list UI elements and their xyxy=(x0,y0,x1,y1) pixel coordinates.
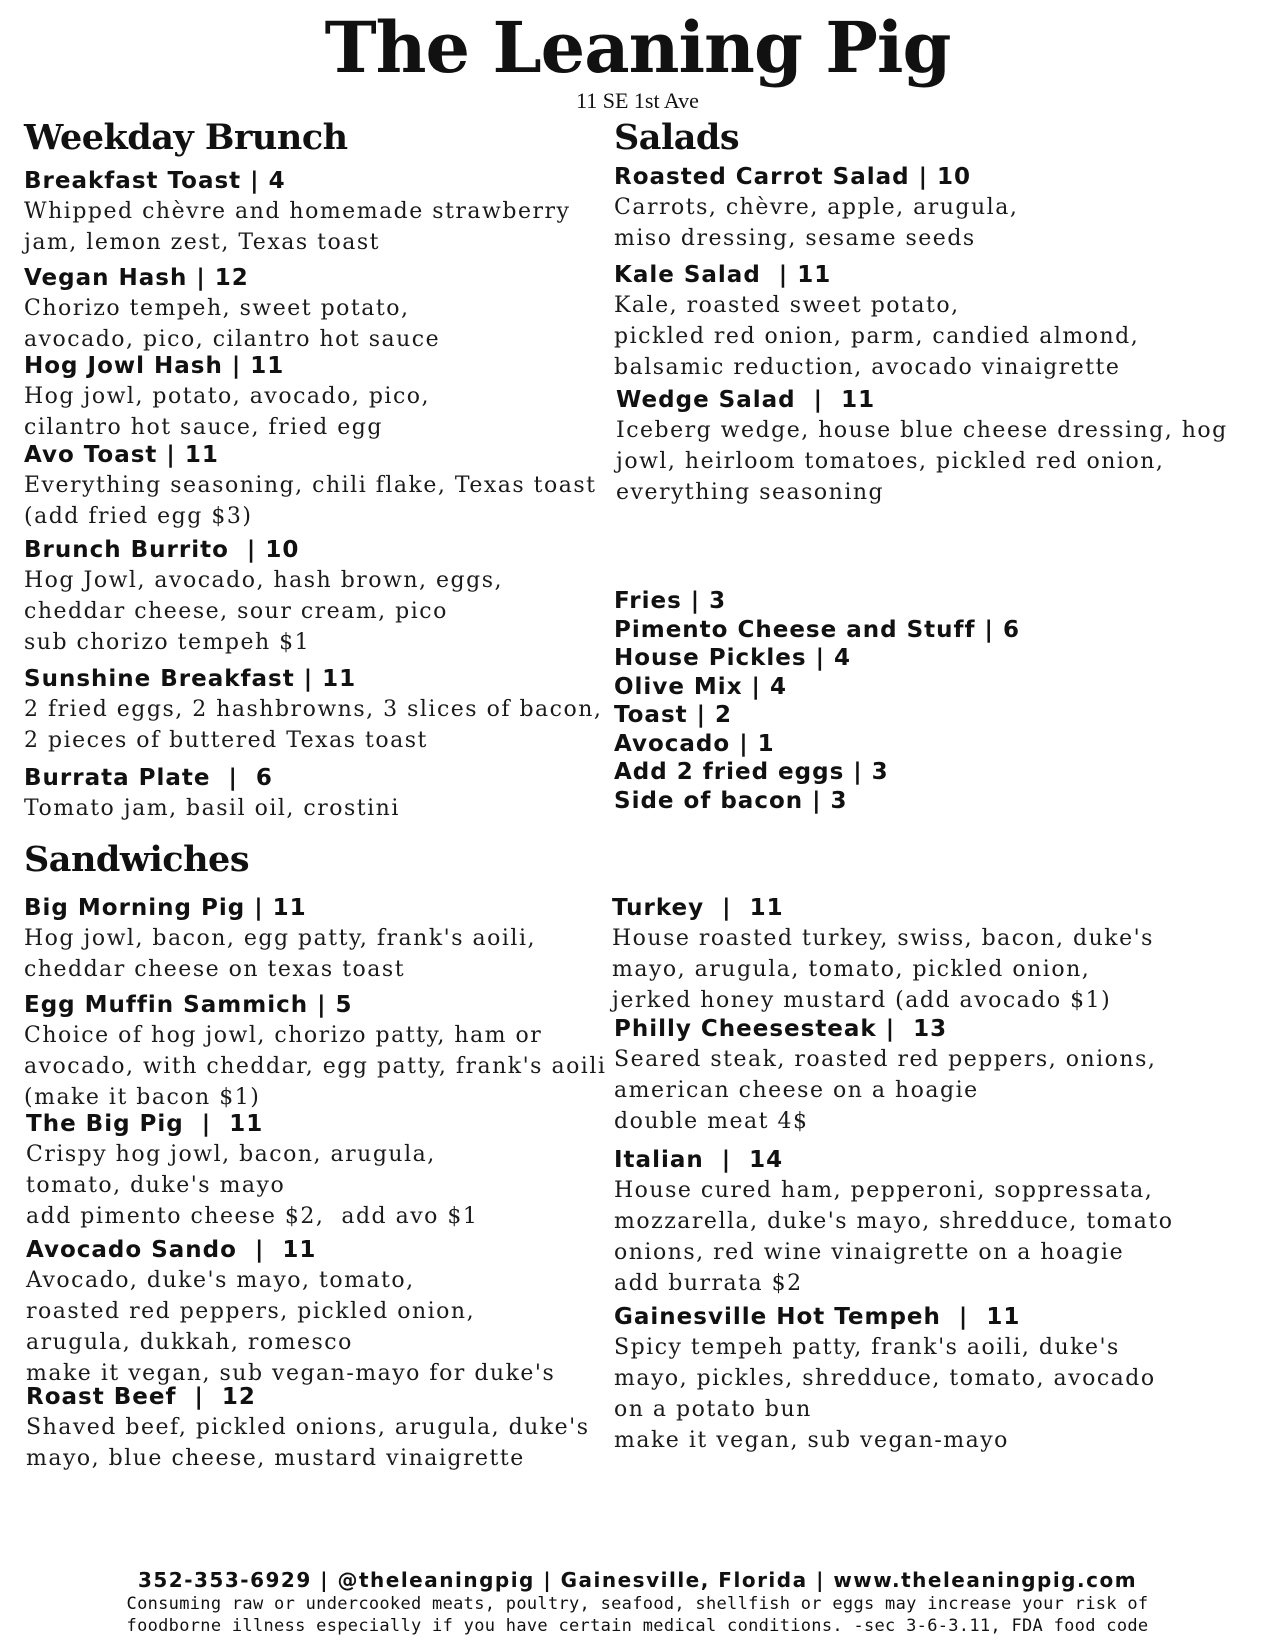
item-desc-line: Avocado, duke's mayo, tomato, xyxy=(26,1268,415,1293)
menu-item xyxy=(614,1145,1174,1299)
menu-item xyxy=(24,664,602,756)
section-title-sandwiches: Sandwiches xyxy=(24,839,250,880)
menu-item xyxy=(24,535,503,658)
item-desc-line: jerked honey mustard (add avocado $1) xyxy=(612,988,1112,1013)
menu-item xyxy=(26,1109,478,1232)
menu-item xyxy=(24,440,597,532)
contact-line: 352-353-6929 | @theleaningpig | Gainesville, Florida | www.theleaningpig.com xyxy=(137,1568,1138,1592)
item-desc-line: mozzarella, duke's mayo, shredduce, tomato xyxy=(614,1209,1174,1234)
item-desc-line: double meat 4$ xyxy=(614,1109,809,1134)
item-desc-line: Seared steak, roasted red peppers, onions, xyxy=(614,1047,1157,1072)
item-desc-line: Tomato jam, basil oil, crostini xyxy=(24,796,400,821)
section-title-salads: Salads xyxy=(614,117,740,158)
item-name: Sunshine Breakfast | 11 xyxy=(24,666,357,692)
item-desc-line: 2 pieces of buttered Texas toast xyxy=(24,728,428,753)
item-desc-line: (make it bacon $1) xyxy=(24,1085,261,1110)
item-desc-line: cheddar cheese, sour cream, pico xyxy=(24,599,448,624)
item-name: Gainesville Hot Tempeh | 11 xyxy=(614,1304,1021,1330)
item-desc-line: Whipped chèvre and homemade strawberry xyxy=(24,199,571,224)
item-desc-line: cilantro hot sauce, fried egg xyxy=(24,415,383,440)
item-desc-line: Shaved beef, pickled onions, arugula, duke's xyxy=(26,1415,590,1440)
item-desc-line: everything seasoning xyxy=(616,480,885,505)
item-desc-line: make it vegan, sub vegan-mayo for duke's xyxy=(26,1361,556,1386)
item-desc-line: (add fried egg $3) xyxy=(24,504,253,529)
item-desc-line: sub chorizo tempeh $1 xyxy=(24,630,311,655)
item-name: Wedge Salad | 11 xyxy=(616,387,876,413)
menu-footer xyxy=(0,1567,1275,1637)
food-safety-disclaimer: Consuming raw or undercooked meats, poultry, seafood, shellfish or eggs may increase your risk of xyxy=(126,1594,1149,1614)
item-desc-line: 2 fried eggs, 2 hashbrowns, 3 slices of bacon, xyxy=(24,697,603,722)
item-desc-line: roasted red peppers, pickled onion, xyxy=(26,1299,476,1324)
item-desc-line: american cheese on a hoagie xyxy=(614,1078,979,1103)
item-desc-line: Kale, roasted sweet potato, xyxy=(614,293,960,318)
item-name: Brunch Burrito | 10 xyxy=(24,537,300,563)
side-item: House Pickles | 4 xyxy=(614,645,851,671)
side-item: Toast | 2 xyxy=(614,702,733,728)
item-desc-line: make it vegan, sub vegan-mayo xyxy=(614,1428,1009,1453)
menu-item xyxy=(614,1014,1156,1137)
menu-item xyxy=(24,763,400,824)
side-item: Fries | 3 xyxy=(614,588,727,614)
item-name: Breakfast Toast | 4 xyxy=(24,168,286,194)
item-desc-line: avocado, with cheddar, egg patty, frank's aoili xyxy=(24,1054,607,1079)
item-name: Big Morning Pig | 11 xyxy=(24,895,307,921)
item-name: Roasted Carrot Salad | 10 xyxy=(614,164,972,190)
item-desc-line: tomato, duke's mayo xyxy=(26,1173,286,1198)
menu-item xyxy=(24,351,430,443)
item-name: The Big Pig | 11 xyxy=(26,1111,264,1137)
item-desc-line: Spicy tempeh patty, frank's aoili, duke's xyxy=(614,1335,1120,1360)
item-desc-line: add pimento cheese $2, add avo $1 xyxy=(26,1204,479,1229)
item-desc-line: Hog jowl, bacon, egg patty, frank's aoili, xyxy=(24,926,536,951)
item-name: Vegan Hash | 12 xyxy=(24,265,249,291)
menu-item xyxy=(614,260,1139,383)
menu-item xyxy=(614,1302,1156,1456)
item-desc-line: mayo, pickles, shredduce, tomato, avocado xyxy=(614,1366,1156,1391)
menu-item xyxy=(612,893,1154,1016)
item-name: Turkey | 11 xyxy=(612,895,784,921)
item-desc-line: Everything seasoning, chili flake, Texas toast xyxy=(24,473,597,498)
item-name: Philly Cheesesteak | 13 xyxy=(614,1016,948,1042)
item-name: Roast Beef | 12 xyxy=(26,1384,256,1410)
menu-item xyxy=(24,166,570,258)
item-desc-line: jowl, heirloom tomatoes, pickled red onion, xyxy=(616,449,1165,474)
restaurant-address: 11 SE 1st Ave xyxy=(576,88,699,113)
side-item: Avocado | 1 xyxy=(614,731,775,757)
item-name: Avocado Sando | 11 xyxy=(26,1237,317,1263)
item-desc-line: Crispy hog jowl, bacon, arugula, xyxy=(26,1142,436,1167)
item-desc-line: add burrata $2 xyxy=(614,1271,803,1296)
side-item: Add 2 fried eggs | 3 xyxy=(614,759,889,785)
restaurant-name: The Leaning Pig xyxy=(324,6,951,89)
item-desc-line: Carrots, chèvre, apple, arugula, xyxy=(614,195,1019,220)
item-desc-line: mayo, arugula, tomato, pickled onion, xyxy=(612,957,1091,982)
side-item: Pimento Cheese and Stuff | 6 xyxy=(614,617,1020,643)
item-desc-line: mayo, blue cheese, mustard vinaigrette xyxy=(26,1446,525,1471)
item-desc-line: House roasted turkey, swiss, bacon, duke's xyxy=(612,926,1154,951)
item-desc-line: avocado, pico, cilantro hot sauce xyxy=(24,327,441,352)
section-title-brunch: Weekday Brunch xyxy=(24,117,348,158)
item-name: Italian | 14 xyxy=(614,1147,784,1173)
menu-item xyxy=(24,990,606,1113)
menu-item xyxy=(26,1382,590,1474)
item-name: Kale Salad | 11 xyxy=(614,262,832,288)
menu-item xyxy=(26,1235,555,1389)
item-desc-line: arugula, dukkah, romesco xyxy=(26,1330,353,1355)
item-desc-line: miso dressing, sesame seeds xyxy=(614,226,976,251)
item-desc-line: cheddar cheese on texas toast xyxy=(24,957,406,982)
item-name: Burrata Plate | 6 xyxy=(24,765,273,791)
menu-item xyxy=(614,162,1018,254)
item-name: Egg Muffin Sammich | 5 xyxy=(24,992,353,1018)
menu-item xyxy=(616,385,1228,508)
item-desc-line: Choice of hog jowl, chorizo patty, ham or xyxy=(24,1023,543,1048)
item-desc-line: pickled red onion, parm, candied almond, xyxy=(614,324,1140,349)
item-desc-line: Hog jowl, potato, avocado, pico, xyxy=(24,384,431,409)
item-desc-line: on a potato bun xyxy=(614,1397,812,1422)
item-desc-line: House cured ham, pepperoni, soppressata, xyxy=(614,1178,1154,1203)
item-desc-line: Iceberg wedge, house blue cheese dressing, hog xyxy=(616,418,1228,443)
item-name: Hog Jowl Hash | 11 xyxy=(24,353,285,379)
item-desc-line: balsamic reduction, avocado vinaigrette xyxy=(614,355,1121,380)
item-desc-line: onions, red wine vinaigrette on a hoagie xyxy=(614,1240,1125,1265)
menu-item xyxy=(24,893,536,985)
item-name: Avo Toast | 11 xyxy=(24,442,219,468)
menu-item xyxy=(24,263,440,355)
item-desc-line: Chorizo tempeh, sweet potato, xyxy=(24,296,410,321)
food-safety-disclaimer: foodborne illness especially if you have certain medical conditions. -sec 3-6-3.11, FDA food code xyxy=(126,1616,1149,1636)
side-item: Olive Mix | 4 xyxy=(614,674,787,700)
side-item: Side of bacon | 3 xyxy=(614,788,848,814)
item-desc-line: jam, lemon zest, Texas toast xyxy=(24,230,380,255)
item-desc-line: Hog Jowl, avocado, hash brown, eggs, xyxy=(24,568,504,593)
